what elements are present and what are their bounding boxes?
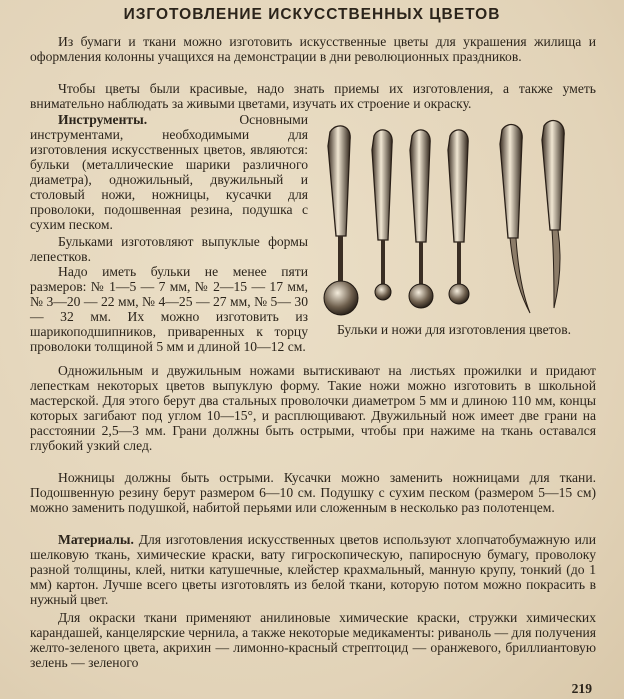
page-number: 219 — [571, 681, 592, 696]
intro-paragraph-2: Чтобы цветы были красивые, надо знать приемы их изготовления, а также уметь внимательно наблюдать за живыми цветами, изучать их строение и окраску. — [30, 81, 596, 111]
materials-paragraph-2: Для окраски ткани применяют анилиновые химические краски, стружки химических карандашей, канцелярские чернила, а также некоторые медикаменты: риваноль — для получения желто-зеленого цвета, акрихин — лимонно-красный стрептоцид — оранжевого, бриллиантовую зелень — зеленого — [30, 610, 597, 670]
tools-paragraph-2: Бульками изготовляют выпуклые формы лепестков. — [30, 234, 308, 264]
page-title: ИЗГОТОВЛЕНИЕ ИСКУССТВЕННЫХ ЦВЕТОВ — [123, 6, 501, 23]
tools-illustration — [318, 118, 590, 318]
materials-paragraph-1-text: Для изготовления искусственных цветов используют хлопчатобумажную или шелковую ткань, химические краски, вату гигроскопическую, папиросную бумагу, проволоку разной толщины, клей, нитки катушечные, клейстер крахмальный, манную крупу, тонкий (до 1 мм) картон. Лучше всего цветы изготовлять из белой ткани, которую потом можно покрасить в нужный цвет. — [30, 532, 596, 607]
intro-paragraph-1: Из бумаги и ткани можно изготовить искусственные цветы для украшения жилища и оформления колонны учащихся на демонстрации в дни революционных праздников. — [30, 34, 596, 64]
tools-paragraph-3: Надо иметь бульки не менее пяти размеров: № 1—5 — 7 мм, № 2—15 — 17 мм, № 3—20 — 22 мм, № 4—25 — 27 мм, № 5— 30— 32 мм. Их можно изготовить из шарикоподшипников, приваренных к торцу проволоки толщиной 5 мм и длиной 10—12 см. — [30, 264, 308, 354]
tools-paragraph-1 — [30, 112, 308, 232]
bulka-tool-2 — [372, 130, 392, 300]
materials-heading: Материалы. — [58, 532, 134, 547]
tools-paragraph-4: Одножильным и двужильным ножами вытискивают на листьях прожилки и придают лепесткам некоторых цветов выпуклую форму. Такие ножи можно изготовить в школьной мастерской. Для этого берут два стальных проволочки диаметром 5 мм и длиною 110 мм, концы которых загибают под углом 10—15°, и расплющивают. Двужильный нож имеет две грани на расстоянии 2,5—3 мм. Грани должны быть острыми, чтобы при нажиме на ткань оставался глубокий узкий след. — [30, 363, 596, 453]
knife-tool-2 — [542, 121, 564, 308]
figure-caption: Бульки и ножи для изготовления цветов. — [336, 322, 572, 337]
bulka-tool-3 — [409, 130, 433, 308]
tools-paragraph-5: Ножницы должны быть острыми. Кусачки можно заменить ножницами для ткани. Подошвенную резину берут размером 6—10 см. Подушку с сухим песком (размером 5—15 см) можно заменить подушкой, набитой перьями или сложенным в несколько раз полотенцем. — [30, 470, 596, 515]
bulka-tool-1 — [324, 126, 358, 315]
bulka-tool-4 — [448, 130, 469, 304]
materials-paragraph-1 — [30, 532, 596, 607]
tools-paragraph-1-text: Основными инструментами, необходимыми для изготовления искусственных цветов, являются: бульки (металлические шарики различного диаметра), одножильный, двужильный и столовый ножи, ножницы, кусачки для проволоки, подошвенная резина, подушка с сухим песком. — [30, 112, 308, 232]
tools-heading: Инструменты. — [58, 112, 148, 127]
knife-tool-1 — [500, 125, 530, 313]
